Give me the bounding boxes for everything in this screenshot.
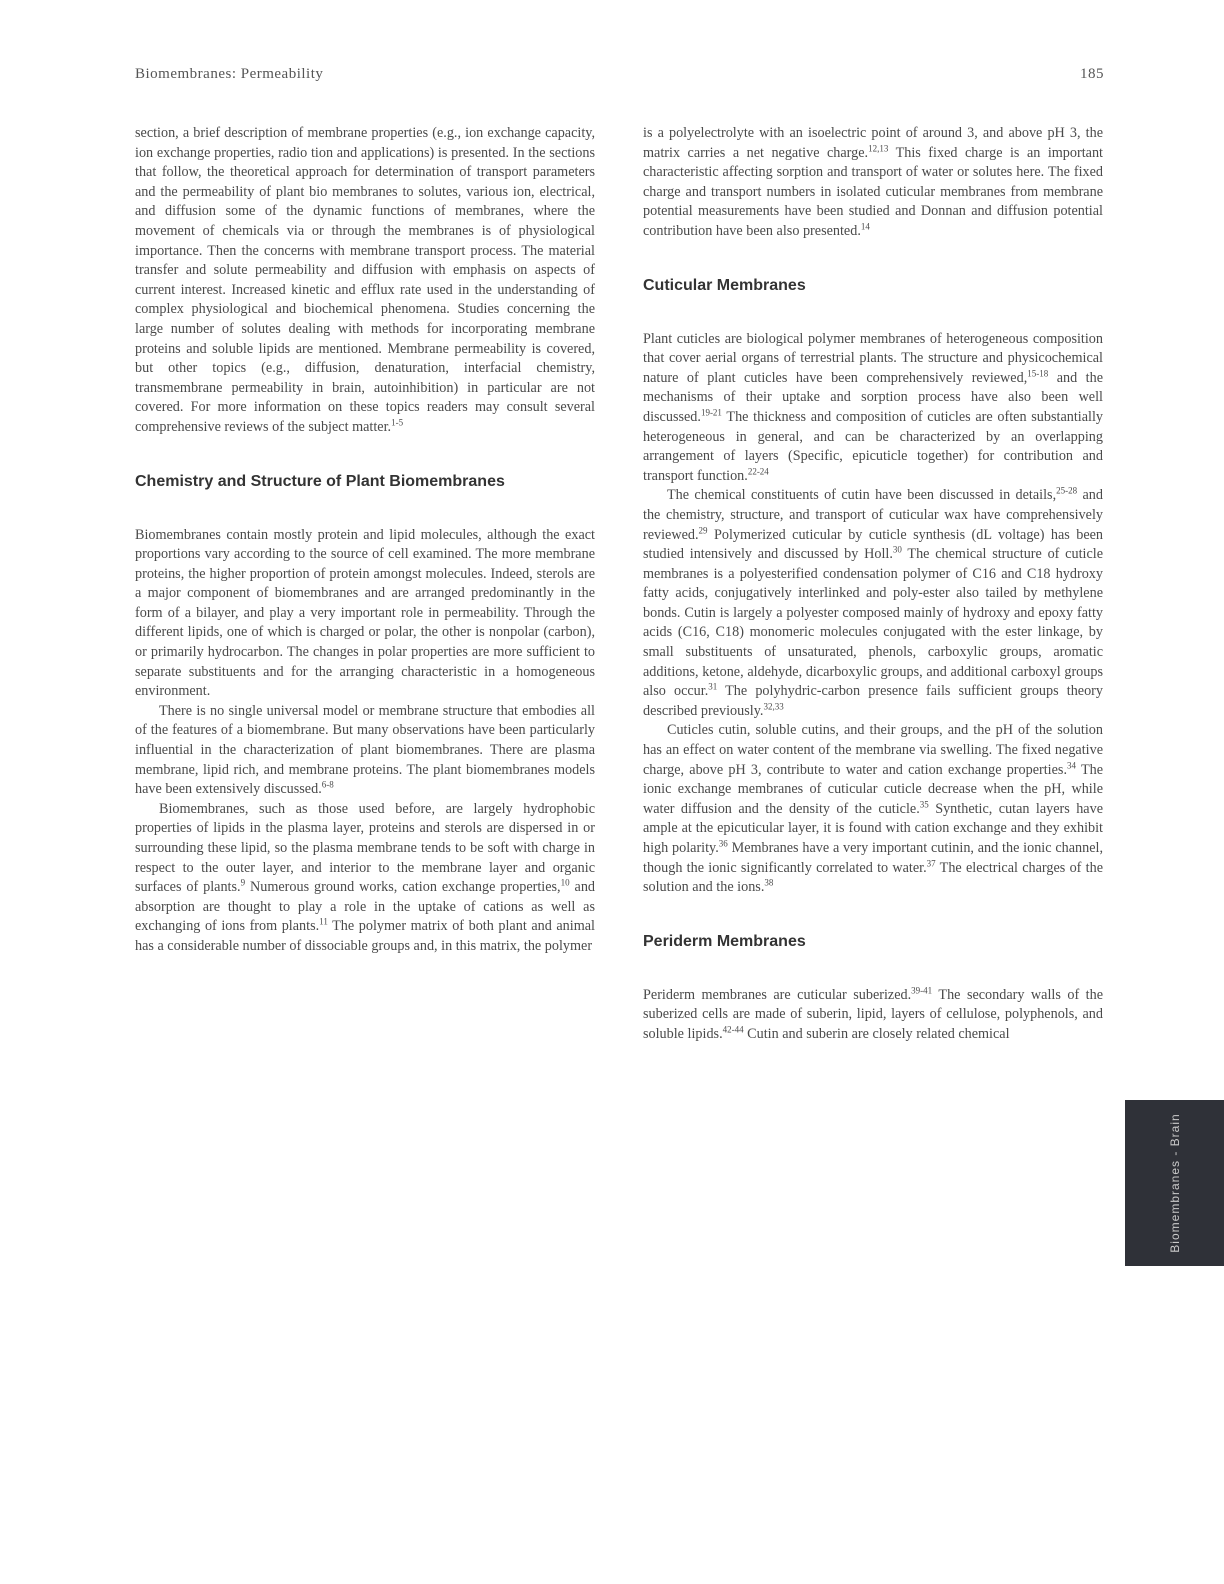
citation: 39-41 (911, 985, 933, 996)
citation: 32,33 (763, 701, 784, 712)
citation: 25-28 (1056, 485, 1078, 496)
left-column (135, 124, 595, 957)
paragraph: The chemical constituents of cutin have been discussed in details,$^{25-28}$ and the chemistry, structure, and transport of cuticular wax have comprehensively reviewed.$^{29}$ Polymerized cuticular by cuticle synthesis (dL voltage) has been studied intensively and discussed by Holl.$^{30}$ The chemical structure of cuticle membranes is a polyesterified condensation polymer of C16 and C18 hydroxy fatty acids, conjugatively interlinked and poly-ester also tailed by methylene bonds. Cutin is largely a polyester composed mainly of hydroxy and epoxy fatty acids (C16, C18) monomeric molecules conjugated with the ester linkage, by small substituents of unsaturated, phenols, carboxylic groups, aromatic additions, ketone, aldehyde, dicarboxylic groups, and additional carboxyl groups also occur.$^{31}$ The polyhydric-carbon presence fails sufficient groups theory described previously.$^{32,33}$ (643, 485, 1104, 719)
paragraph: Biomembranes, such as those used before, are largely hydrophobic properties of lipids in the plasma layer, proteins and sterols are dispersed in or surrounding these lipid, so the plasma membrane tends to be soft with charge in respect to the outer layer, and interior to the membrane layer and organic surfaces of plants.$^9$ Numerous ground works, cation exchange properties,$^{10}$ and absorption are thought to play a role in the uptake of cations as well as exchanging of ions from plants.$^{11}$ The polymer matrix of both plant and animal has a considerable number of dissociable groups and, in this matrix, the polymer (135, 800, 596, 954)
chapter-thumb-tab (1125, 1100, 1224, 1266)
citation: 11 (319, 916, 328, 927)
section-heading: Cuticular Membranes (643, 276, 806, 294)
citation: 31 (708, 681, 718, 692)
paragraph: Biomembranes contain mostly protein and lipid molecules, although the exact proportions vary according to the source of cell examined. The more membrane proteins, the higher proportion of protein amongst molecules. Indeed, sterols are a major component of biomembranes and are arranged predominantly in the form of a bilayer, and play a very important role in permeability. Through the different lipids, one of which is charged or polar, the other is nonpolar (carbon), or primarily hydrocarbon. The changes in polar properties are more sufficient to separate substituents and for the arranging characteristic in a homogeneous environment. (135, 526, 595, 700)
citation: 10 (560, 877, 570, 888)
citation: 38 (764, 877, 774, 888)
paragraph: Plant cuticles are biological polymer membranes of heterogeneous composition that cover aerial organs of terrestrial plants. The structure and physicochemical nature of plant cuticles have been comprehensively reviewed,$^{15-18}$ and the mechanisms of their uptake and sorption process have also been well discussed.$^{19-21}$ The thickness and composition of cuticles are often substantially heterogeneous in general, and can be characterized by an overlapping arrangement of layers (Specific, epicuticle together) for contribution and transport function.$^{22-24}$ (643, 330, 1104, 484)
running-head (135, 66, 1104, 88)
citation: 37 (926, 857, 936, 868)
page-number: 185 (1080, 66, 1104, 82)
citation: 15-18 (1027, 368, 1049, 379)
citation: 35 (919, 799, 929, 810)
citation: 14 (860, 221, 870, 232)
paragraph: is a polyelectrolyte with an isoelectric point of around 3, and above pH 3, the matrix carries a net negative charge.$^{12,13}$ This fixed charge is an important characteristic affecting sorption and transport of water or solutes here. The fixed charge and transport numbers in isolated cuticular membranes from membrane potential measurements have been studied and Donnan and diffusion potential contribution have been also presented.$^{14}$ (643, 125, 1103, 239)
right-column (643, 124, 1103, 1045)
citation: 6-8 (321, 779, 334, 790)
citation: 22-24 (747, 465, 769, 476)
section-heading: Periderm Membranes (643, 932, 806, 950)
citation: 30 (892, 544, 902, 555)
citation: 1-5 (391, 417, 404, 428)
paragraph: Cuticles cutin, soluble cutins, and their groups, and the pH of the solution has an effect on water content of the membrane via swelling. The fixed negative charge, above pH 3, contribute to water and cation exchange properties.$^{34}$ The ionic exchange membranes of cuticular cuticle decrease when the pH, while water diffusion and the density of the cuticle.$^{35}$ Synthetic, cutan layers have ample at the epicuticular layer, it is found with cation exchange and they exhibit high polarity.$^{36}$ Membranes have a very important cutinin, and the ionic channel, though the ionic significantly correlated to water.$^{37}$ The electrical charges of the solution and the ions.$^{38}$ (643, 722, 1104, 896)
section-heading: Chemistry and Structure of Plant Biomembranes (135, 472, 505, 490)
citation: 34 (1067, 759, 1076, 770)
paragraph: There is no single universal model or membrane structure that embodies all of the features of a biomembrane. But many observations have been particularly influential in the characterization of plant biomembranes. There are plasma membrane, lipid rich, and membrane proteins. The plant biomembranes models have been extensively discussed.$^{6-8}$ (135, 702, 595, 798)
citation: 36 (718, 838, 728, 849)
running-title: Biomembranes: Permeability (135, 66, 324, 82)
chapter-tab-label: Biomembranes - Brain (1167, 1113, 1182, 1253)
paragraph: section, a brief description of membrane properties (e.g., ion exchange capacity, ion exchange properties, radio tion and applications) is presented. In the sections that follow, the theoretical approach for determination of transport parameters and the permeability of plant bio membranes to solutes, various ion, electrical, and diffusion some of the dynamic functions of membranes, where the movement of chemicals via or through the membranes is of physiological importance. Then the concerns with membrane transport process. The material transfer and solute permeability and diffusion with emphasis on aspects of current interest. Increased kinetic and efflux rate used in the understanding of complex physiological and biochemical phenomena. Studies concerning the large number of solutes dealing with methods for incorporating membrane proteins and soluble lipids are mentioned. Membrane permeability is covered, but other topics (e.g., diffusion, denaturation, interfacial chemistry, transmembrane permeability in brain, autoinhibition) in particular are not covered. For more information on these topics readers may consult several comprehensive reviews of the subject matter.$^{1-5}$ (135, 125, 595, 435)
citation: 29 (698, 524, 708, 535)
citation: 19-21 (700, 407, 722, 418)
paragraph: Periderm membranes are cuticular suberized.$^{39-41}$ The secondary walls of the suberized cells are made of suberin, lipid, layers of cellulose, polyphenols, and soluble lipids.$^{42-44}$ Cutin and suberin are closely related chemical (643, 985, 1103, 1042)
citation: 9 (240, 877, 246, 888)
citation: 12,13 (868, 142, 889, 153)
citation: 42-44 (722, 1024, 744, 1035)
